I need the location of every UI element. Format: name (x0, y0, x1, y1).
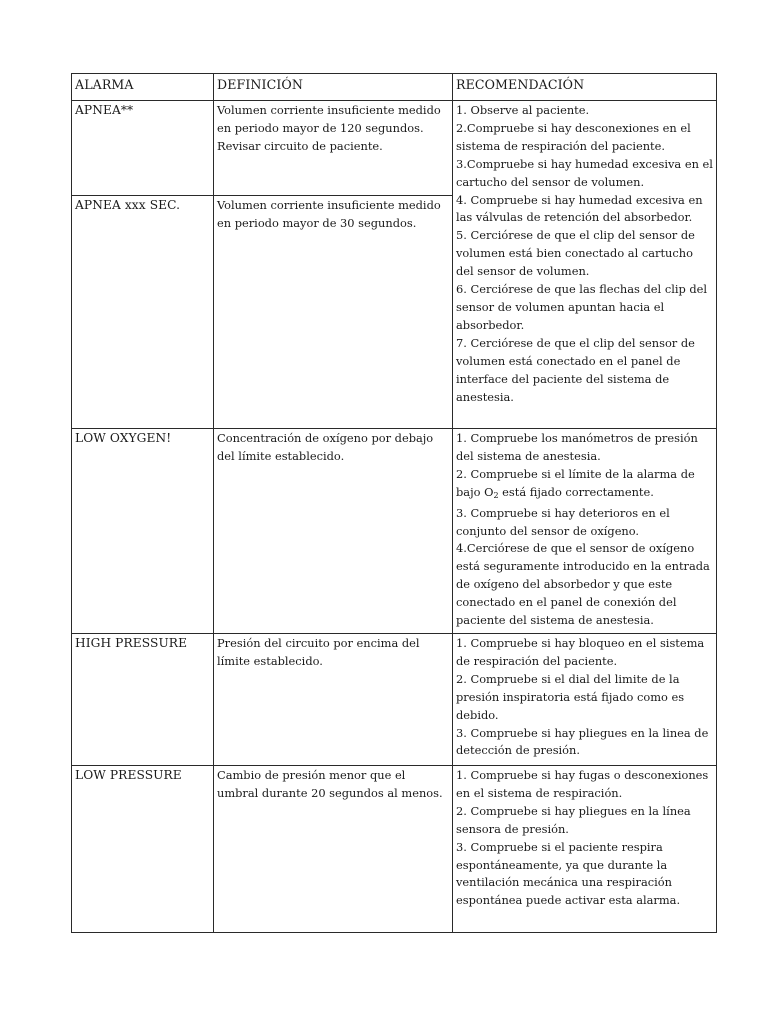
recommendation-cell (453, 101, 717, 429)
recommendation-item: 1. Observe al paciente. (456, 103, 590, 117)
recommendation-item: 4. Compruebe si hay humedad excesiva en las válvulas de retención del absorbedor. (456, 192, 703, 225)
header-alarm: ALARMA (72, 74, 214, 101)
alarm-cell: APNEA** (72, 101, 214, 196)
recommendation-text: 2. Compruebe si el límite de la alarma de bajo O (456, 466, 695, 499)
recommendation-item: 2.Compruebe si hay desconexiones en el sistema de respiración del paciente. (456, 120, 691, 153)
recommendation-item: 4.Cerciórese de que el sensor de oxígeno está seguramente introducido en la entrada de oxígeno del absorbedor y que este conectado en el panel de conexión del paciente del sistema de anestesia. (456, 541, 710, 628)
recommendation-item: 1. Compruebe los manómetros de presión del sistema de anestesia. (456, 431, 698, 463)
table-row (72, 429, 717, 634)
recommendation-item: 3. Compruebe si hay pliegues en la linea de detección de presión. (456, 725, 709, 758)
definition-cell: Presión del circuito por encima del límite establecido. (214, 633, 453, 765)
subscript-two: 2 (493, 490, 499, 500)
recommendation-cell (453, 429, 717, 634)
definition-cell: Concentración de oxígeno por debajo del límite establecido. (214, 429, 453, 634)
recommendation-item: 2. Compruebe si el dial del limite de la presión inspiratoria está fijado como es debido. (456, 671, 685, 722)
definition-cell: Cambio de presión menor que el umbral durante 20 segundos al menos. (214, 765, 453, 932)
recommendation-item: 3. Compruebe si hay deterioros en el conjunto del sensor de oxígeno. (456, 505, 670, 538)
header-definition: DEFINICIÓN (214, 74, 453, 101)
table-header-row (72, 74, 717, 101)
recommendation-item (456, 466, 713, 505)
alarm-cell: LOW OXYGEN! (72, 429, 214, 634)
alarm-cell: APNEA xxx SEC. (72, 196, 214, 429)
recommendation-cell (453, 633, 717, 765)
table-row (72, 765, 717, 932)
definition-cell: Volumen corriente insuficiente medido en periodo mayor de 120 segundos. Revisar circuito de paciente. (214, 101, 453, 196)
recommendation-item: 7. Cerciórese de que el clip del sensor de volumen está conectado en el panel de interface del paciente del sistema de anestesia. (456, 335, 695, 404)
alarm-cell: LOW PRESSURE (72, 765, 214, 932)
recommendation-item: 1. Compruebe si hay bloqueo en el sistema de respiración del paciente. (456, 635, 705, 668)
recommendation-item: 3.Compruebe si hay humedad excesiva en el cartucho del sensor de volumen. (456, 156, 713, 189)
alarm-table (71, 73, 717, 933)
recommendation-text: está fijado correctamente. (498, 484, 654, 499)
alarm-cell: HIGH PRESSURE (72, 633, 214, 765)
recommendation-item: 1. Compruebe si hay fugas o desconexiones en el sistema de respiración. (456, 767, 709, 800)
definition-cell: Volumen corriente insuficiente medido en periodo mayor de 30 segundos. (214, 196, 453, 429)
recommendation-item: 2. Compruebe si hay pliegues en la línea sensora de presión. (456, 803, 691, 836)
recommendation-item: 6. Cerciórese de que las flechas del clip del sensor de volumen apuntan hacia el absorbedor. (456, 282, 708, 332)
recommendation-cell (453, 765, 717, 932)
table-row (72, 101, 717, 196)
recommendation-item: 5. Cerciórese de que el clip del sensor de volumen está bien conectado al cartucho del sensor de volumen. (456, 228, 695, 279)
header-recommendation: RECOMENDACIÓN (453, 74, 717, 101)
recommendation-item: 3. Compruebe si el paciente respira espontáneamente, ya que durante la ventilación mecánica una respiración espontánea puede activar esta alarma. (456, 839, 681, 908)
table-row (72, 633, 717, 765)
